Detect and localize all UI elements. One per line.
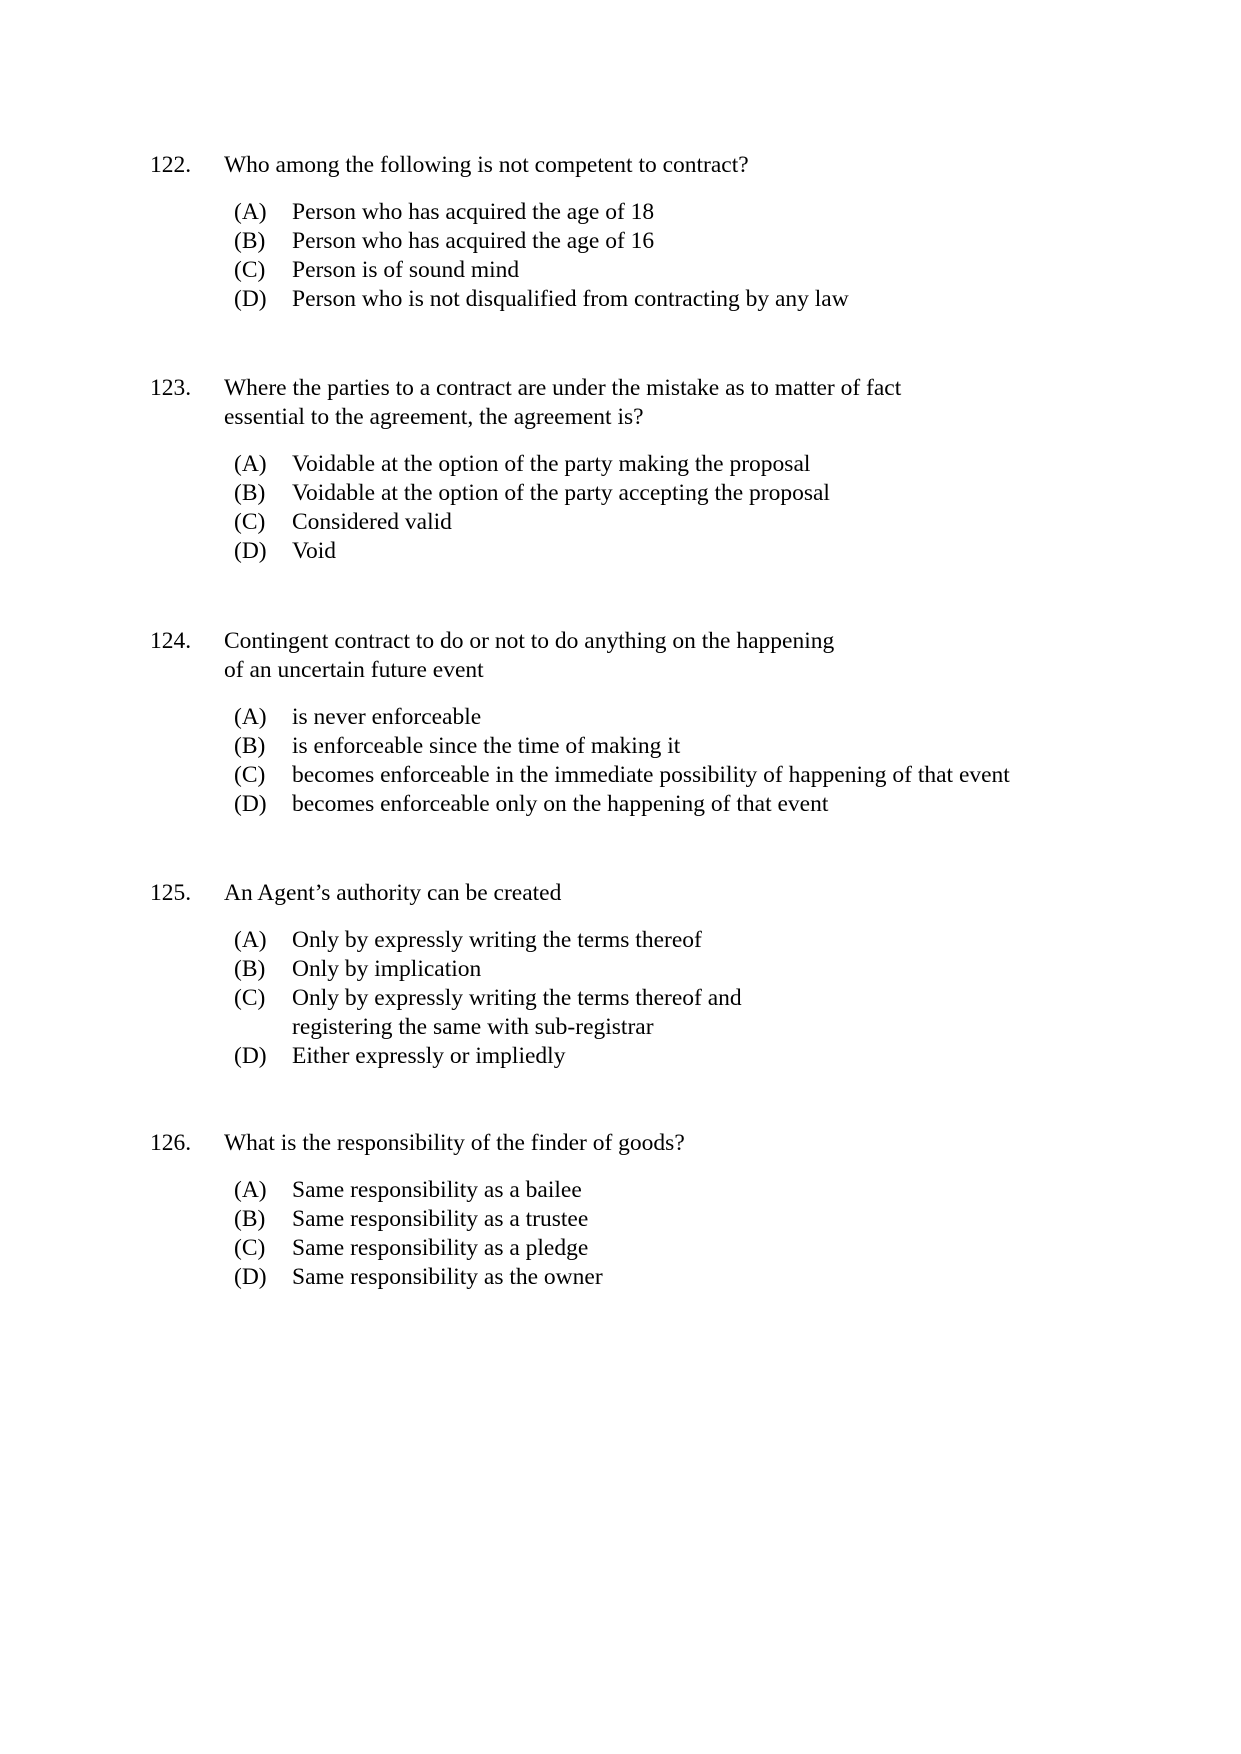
option-d bbox=[234, 1263, 1150, 1292]
option-label: (C) bbox=[234, 509, 266, 535]
option-d bbox=[234, 790, 1150, 819]
option-text: Considered valid bbox=[292, 509, 452, 535]
option-text: Same responsibility as a pledge bbox=[292, 1235, 589, 1261]
question-number: 126. bbox=[150, 1130, 192, 1156]
option-label: (D) bbox=[234, 286, 267, 312]
option-a bbox=[234, 1176, 1150, 1205]
option-text: Voidable at the option of the party making the proposal bbox=[292, 451, 811, 477]
question-number: 124. bbox=[150, 628, 192, 654]
option-b bbox=[234, 732, 1150, 761]
question-header bbox=[150, 1129, 1150, 1158]
option-list bbox=[234, 1176, 1150, 1292]
option-label: (A) bbox=[234, 199, 267, 225]
option-text: Person is of sound mind bbox=[292, 257, 520, 283]
option-c bbox=[234, 256, 1150, 285]
option-c bbox=[234, 984, 1150, 1042]
option-text: Voidable at the option of the party accepting the proposal bbox=[292, 480, 830, 506]
question-126 bbox=[150, 1129, 1150, 1292]
option-text: Person who has acquired the age of 18 bbox=[292, 199, 655, 225]
option-label: (C) bbox=[234, 1235, 266, 1261]
question-text: Who among the following is not competent to contract? bbox=[224, 152, 749, 178]
option-a bbox=[234, 450, 1150, 479]
option-label: (C) bbox=[234, 985, 266, 1011]
question-text: Contingent contract to do or not to do anything on the happening of an uncertain future event bbox=[224, 628, 835, 683]
option-text: Same responsibility as the owner bbox=[292, 1264, 603, 1290]
question-text: An Agent’s authority can be created bbox=[224, 880, 562, 906]
option-list bbox=[234, 450, 1150, 566]
option-label: (A) bbox=[234, 927, 267, 953]
option-label: (A) bbox=[234, 451, 267, 477]
question-122 bbox=[150, 151, 1150, 314]
option-text: becomes enforceable only on the happening of that event bbox=[292, 791, 829, 817]
option-a bbox=[234, 198, 1150, 227]
option-label: (D) bbox=[234, 791, 267, 817]
option-label: (B) bbox=[234, 956, 266, 982]
option-c bbox=[234, 508, 1150, 537]
question-header bbox=[150, 879, 1150, 908]
option-d bbox=[234, 1042, 1150, 1071]
option-a bbox=[234, 926, 1150, 955]
option-b bbox=[234, 1205, 1150, 1234]
option-label: (D) bbox=[234, 1043, 267, 1069]
option-label: (C) bbox=[234, 762, 266, 788]
question-number: 125. bbox=[150, 880, 192, 906]
question-header bbox=[150, 151, 1150, 180]
question-number: 123. bbox=[150, 375, 192, 401]
option-a bbox=[234, 703, 1150, 732]
option-d bbox=[234, 537, 1150, 566]
option-label: (D) bbox=[234, 1264, 267, 1290]
question-124 bbox=[150, 627, 1150, 819]
option-label: (B) bbox=[234, 480, 266, 506]
option-label: (C) bbox=[234, 257, 266, 283]
option-b bbox=[234, 479, 1150, 508]
option-label: (B) bbox=[234, 1206, 266, 1232]
option-list bbox=[234, 703, 1150, 819]
option-text: becomes enforceable in the immediate possibility of happening of that event bbox=[292, 762, 1010, 788]
question-header bbox=[150, 627, 1150, 685]
option-label: (A) bbox=[234, 704, 267, 730]
option-c bbox=[234, 761, 1150, 790]
option-text: Same responsibility as a trustee bbox=[292, 1206, 589, 1232]
option-text: Void bbox=[292, 538, 336, 564]
question-header bbox=[150, 374, 1150, 432]
option-label: (A) bbox=[234, 1177, 267, 1203]
question-number: 122. bbox=[150, 152, 192, 178]
option-text: Only by expressly writing the terms thereof and registering the same with sub-registrar bbox=[292, 985, 742, 1040]
option-text: is enforceable since the time of making it bbox=[292, 733, 681, 759]
option-label: (B) bbox=[234, 228, 266, 254]
option-d bbox=[234, 285, 1150, 314]
option-b bbox=[234, 955, 1150, 984]
question-text: What is the responsibility of the finder of goods? bbox=[224, 1130, 685, 1156]
option-b bbox=[234, 227, 1150, 256]
option-text: Person who is not disqualified from contracting by any law bbox=[292, 286, 849, 312]
option-label: (D) bbox=[234, 538, 267, 564]
option-text: Only by implication bbox=[292, 956, 482, 982]
option-label: (B) bbox=[234, 733, 266, 759]
question-text: Where the parties to a contract are under the mistake as to matter of fact essential to the agreement, the agreement is? bbox=[224, 375, 902, 430]
option-text: is never enforceable bbox=[292, 704, 482, 730]
option-text: Same responsibility as a bailee bbox=[292, 1177, 582, 1203]
option-text: Either expressly or impliedly bbox=[292, 1043, 566, 1069]
option-list bbox=[234, 926, 1150, 1071]
option-text: Person who has acquired the age of 16 bbox=[292, 228, 655, 254]
question-125 bbox=[150, 879, 1150, 1071]
option-text: Only by expressly writing the terms thereof bbox=[292, 927, 702, 953]
option-c bbox=[234, 1234, 1150, 1263]
option-list bbox=[234, 198, 1150, 314]
question-123 bbox=[150, 374, 1150, 566]
